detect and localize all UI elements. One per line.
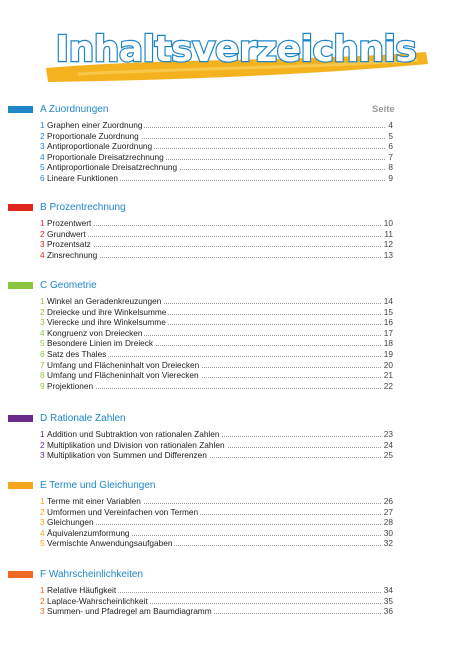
entry-page-number: 32 (383, 538, 393, 549)
entry-number: 4 (40, 327, 45, 338)
section-b (0, 201, 459, 260)
entry-label: Multiplikation und Division von rationalen Zahlen (47, 439, 225, 450)
entry-number: 2 (40, 595, 45, 606)
entry-page-number: 23 (383, 429, 393, 439)
entry-label: Antiproportionale Dreisatzrechnung (47, 162, 178, 173)
entry-label: Winkel an Geradenkreuzungen (47, 296, 162, 306)
section-color-bar (8, 282, 33, 289)
entry-page-number: 4 (388, 120, 393, 130)
entry-page-number: 6 (388, 141, 393, 152)
toc-entry (0, 229, 459, 240)
toc-entry (0, 528, 459, 539)
toc-entry (0, 120, 459, 131)
entry-label: Multiplikation von Summen und Differenzen (47, 450, 207, 461)
toc-entry (0, 141, 459, 152)
dot-leader (48, 225, 385, 226)
section-title: C Geometrie (40, 280, 97, 291)
entry-number: 3 (40, 517, 45, 528)
entry-number: 6 (40, 172, 45, 183)
entry-number: 1 (40, 218, 45, 228)
section-title: A Zuordnungen (40, 104, 109, 115)
entry-number: 3 (40, 239, 45, 250)
section-e (0, 479, 459, 549)
entry-label: Gleichungen (47, 517, 94, 528)
entry-page-number: 19 (383, 348, 393, 359)
toc-entry (0, 440, 459, 451)
entry-page-number: 5 (388, 130, 393, 141)
toc-entry (0, 250, 459, 261)
toc-entry (0, 496, 459, 507)
toc-entry (0, 538, 459, 549)
entry-label: Umformen und Vereinfachen von Termen (47, 506, 199, 517)
entry-label: Vierecke und ihre Winkelsumme (47, 317, 166, 328)
entry-number: 2 (40, 439, 45, 450)
entry-page-number: 21 (383, 370, 393, 381)
entry-page-number: 36 (383, 606, 393, 617)
toc-entry (0, 307, 459, 318)
toc-entry (0, 328, 459, 339)
entry-label: Proportionale Dreisatzrechnung (47, 151, 164, 162)
section-f (0, 568, 459, 617)
section-color-bar (8, 482, 33, 489)
entry-number: 9 (40, 380, 45, 391)
item-list (0, 585, 459, 617)
entry-page-number: 14 (383, 296, 393, 306)
item-list (0, 296, 459, 391)
toc-entry (0, 152, 459, 163)
entry-page-number: 10 (383, 218, 393, 228)
section-header (0, 279, 459, 293)
section-header (0, 479, 459, 493)
entry-number: 1 (40, 429, 45, 439)
entry-number: 2 (40, 506, 45, 517)
toc-entry (0, 360, 459, 371)
entry-number: 4 (40, 151, 45, 162)
entry-page-number: 34 (383, 585, 393, 595)
entry-page-number: 30 (383, 527, 393, 538)
entry-page-number: 35 (383, 595, 393, 606)
page-column-header: Seite (372, 104, 395, 115)
entry-label: Prozentsatz (47, 239, 91, 250)
entry-number: 3 (40, 141, 45, 152)
entry-label: Lineare Funktionen (47, 172, 119, 183)
entry-number: 3 (40, 450, 45, 461)
item-list (0, 218, 459, 260)
section-header (0, 201, 459, 215)
entry-label: Grundwert (47, 228, 86, 239)
entry-number: 8 (40, 370, 45, 381)
entry-label: Terme mit einer Variablen (47, 496, 141, 506)
section-color-bar (8, 106, 33, 113)
item-list (0, 120, 459, 184)
section-title: B Prozentrechnung (40, 202, 126, 213)
section-header (0, 568, 459, 582)
entry-label: Kongruenz von Dreiecken (47, 327, 143, 338)
entry-label: Addition und Subtraktion von rationalen Zahlen (47, 429, 220, 439)
entry-number: 1 (40, 296, 45, 306)
toc-entry (0, 296, 459, 307)
section-header (0, 103, 459, 117)
entry-label: Satz des Thales (47, 348, 107, 359)
toc-entry (0, 596, 459, 607)
section-color-bar (8, 415, 33, 422)
entry-label: Prozentwert (47, 218, 92, 228)
toc-entry (0, 239, 459, 250)
entry-page-number: 13 (383, 249, 393, 260)
toc-entry (0, 131, 459, 142)
dot-leader (48, 236, 385, 237)
section-header (0, 412, 459, 426)
entry-page-number: 7 (388, 151, 393, 162)
toc-entry (0, 517, 459, 528)
entry-label: Dreiecke und ihre Winkelsumme (47, 306, 167, 317)
entry-label: Vermischte Anwendungsaufgaben (47, 538, 173, 549)
toc-entry (0, 429, 459, 440)
entry-number: 1 (40, 120, 45, 130)
entry-page-number: 26 (383, 496, 393, 506)
toc-entry (0, 585, 459, 596)
entry-label: Antiproportionale Zuordnung (47, 141, 153, 152)
dot-leader (48, 524, 385, 525)
entry-label: Summen- und Pfadregel am Baumdiagramm (47, 606, 212, 617)
entry-number: 1 (40, 585, 45, 595)
entry-page-number: 24 (383, 439, 393, 450)
entry-label: Projektionen (47, 380, 94, 391)
section-c (0, 279, 459, 391)
entry-label: Umfang und Flächeninhalt von Dreiecken (47, 359, 200, 370)
entry-number: 7 (40, 359, 45, 370)
toc-entry (0, 317, 459, 328)
section-d (0, 412, 459, 461)
section-color-bar (8, 571, 33, 578)
section-title: D Rationale Zahlen (40, 413, 126, 424)
entry-number: 6 (40, 348, 45, 359)
section-color-bar (8, 204, 33, 211)
section-title: E Terme und Gleichungen (40, 480, 156, 491)
toc-entry (0, 381, 459, 392)
entry-page-number: 18 (383, 338, 393, 349)
entry-number: 5 (40, 162, 45, 173)
item-list (0, 429, 459, 461)
entry-page-number: 27 (383, 506, 393, 517)
toc-entry (0, 162, 459, 173)
entry-label: Umfang und Flächeninhalt von Vierecken (47, 370, 199, 381)
entry-number: 2 (40, 228, 45, 239)
entry-label: Proportionale Zuordnung (47, 130, 139, 141)
entry-label: Besondere Linien im Dreieck (47, 338, 154, 349)
dot-leader (48, 246, 385, 247)
entry-number: 5 (40, 338, 45, 349)
toc-entry (0, 370, 459, 381)
entry-number: 3 (40, 317, 45, 328)
entry-number: 4 (40, 249, 45, 260)
entry-page-number: 25 (383, 450, 393, 461)
entry-number: 5 (40, 538, 45, 549)
section-a (0, 103, 459, 181)
entry-label: Laplace-Wahrscheinlichkeit (47, 595, 148, 606)
toc-entry (0, 606, 459, 617)
entry-number: 3 (40, 606, 45, 617)
toc-entry (0, 173, 459, 184)
title-banner (38, 18, 430, 86)
toc-entry (0, 349, 459, 360)
entry-page-number: 8 (388, 162, 393, 173)
entry-page-number: 22 (383, 380, 393, 391)
toc-entry (0, 507, 459, 518)
toc-entry (0, 218, 459, 229)
toc-entry (0, 338, 459, 349)
entry-label: Graphen einer Zuordnung (47, 120, 143, 130)
entry-page-number: 11 (384, 228, 393, 239)
page-title: Inhaltsverzeichnis (55, 29, 417, 70)
toc-entry (0, 450, 459, 461)
entry-number: 4 (40, 527, 45, 538)
entry-page-number: 16 (383, 317, 393, 328)
entry-page-number: 12 (383, 239, 393, 250)
entry-label: Zinsrechnung (47, 249, 98, 260)
entry-number: 1 (40, 496, 45, 506)
entry-number: 2 (40, 130, 45, 141)
entry-page-number: 9 (388, 172, 393, 183)
entry-page-number: 28 (383, 517, 393, 528)
item-list (0, 496, 459, 549)
entry-page-number: 17 (383, 327, 393, 338)
entry-page-number: 15 (383, 306, 393, 317)
entry-number: 2 (40, 306, 45, 317)
entry-label: Äquivalenzumformung (47, 527, 130, 538)
entry-label: Relative Häufigkeit (47, 585, 117, 595)
entry-page-number: 20 (383, 359, 393, 370)
dot-leader (48, 388, 385, 389)
section-title: F Wahrscheinlichkeiten (40, 569, 144, 580)
